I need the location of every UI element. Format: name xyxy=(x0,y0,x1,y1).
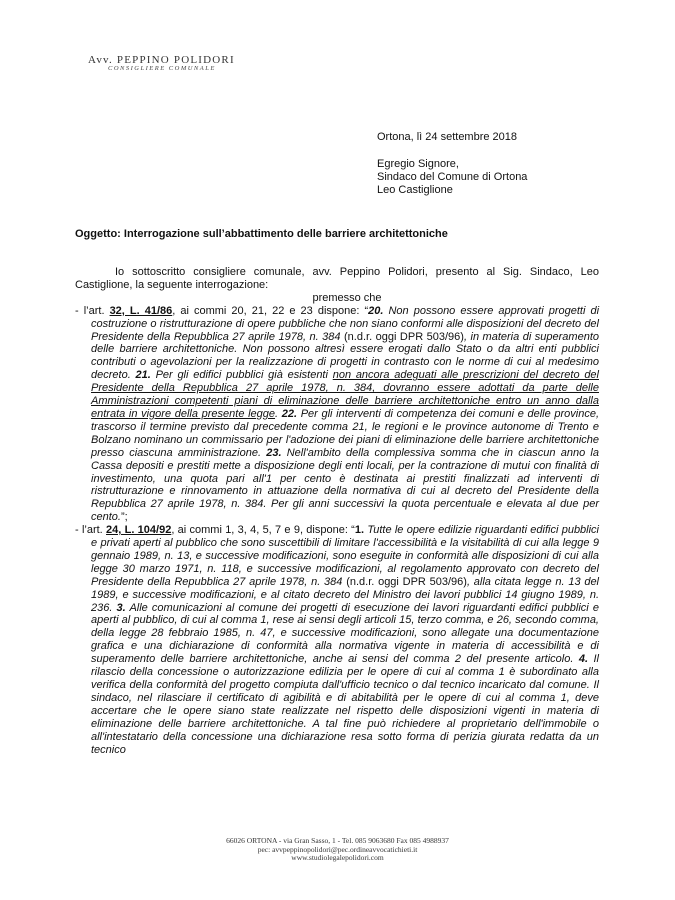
footer-pec: pec: avvpeppinopolidori@pec.ordineavvocatichieti.it xyxy=(257,844,418,854)
footer-address: 66026 ORTONA - via Gran Sasso, 1 - Tel. 085 9063680 Fax 085 4988937 xyxy=(226,836,449,845)
item2-lead: l’art. xyxy=(81,524,107,537)
letter-body xyxy=(75,266,599,756)
intro-paragraph: Io sottoscritto consigliere comunale, avv. Peppino Polidori, presento al Sig. Sindaco, Leo Castiglione, la seguente interrogazione: xyxy=(75,266,599,291)
comma-20-text-a: Non possono essere approvati progetti di costruzione o ristrutturazione di opere pubbliche che non siano conformi alle disposizioni del decreto del Presidente della Repubblica 27 aprile 1978, n. 384 xyxy=(91,304,600,343)
comma-23-text: Nell'ambito della complessiva somma che in ciascun anno la Cassa depositi e prestiti mette a disposizione degli enti locali, per la contrazione di mutui con finalità di investimento, una quota pari all'1 per cento è destinata ai prestiti finalizzati ad interventi di ristrutturazione e rinnovamento in attuazione della normativa di cui al decreto del Presidente della Repubblica 27 aprile 1978, n. 384. Per gli anni successivi la quota percentuale e elevata al due per cento. xyxy=(91,446,599,524)
comma-21-text-b: . xyxy=(275,407,282,420)
comma-1-number: 1. xyxy=(354,524,365,537)
recipient-block xyxy=(377,158,527,197)
comma-20-text-b: , in materia di superamento delle barriere architettoniche. Non possono altresì essere erogati dallo Stato o da altri enti pubblici contributi o agevolazioni per la realizzazione di progetti in contrasto con le norme di cui al medesimo decreto. xyxy=(91,330,599,382)
item1-end: ”; xyxy=(120,511,128,524)
premesso-heading: premesso che xyxy=(312,291,382,304)
article-24-paragraph xyxy=(75,524,599,756)
ndr-note-2: (n.d.r. oggi DPR 503/96) xyxy=(346,575,467,588)
footer xyxy=(0,837,675,863)
item1-commi: , ai commi 20, 21, 22 e 23 dispone: “ xyxy=(172,304,369,317)
item2-commi: , ai commi 1, 3, 4, 5, 7 e 9, dispone: “ xyxy=(171,524,355,537)
letterhead-role: CONSIGLIERE COMUNALE xyxy=(108,65,216,72)
comma-3-number: 3. xyxy=(116,601,126,614)
comma-4-number: 4. xyxy=(578,653,589,666)
subject-line xyxy=(75,228,448,241)
comma-21-underlined: non ancora adeguati alle prescrizioni del decreto del Presidente della Repubblica 27 aprile 1978, n. 384, dovranno essere adottati da parte delle Amministrazioni competenti piani di eliminazione delle barriere architettoniche entro un anno dalla entrata in vigore della presente legge xyxy=(91,369,599,420)
item1-dash: - xyxy=(75,304,84,317)
recipient-salutation: Egregio Signore, xyxy=(377,158,459,170)
date-line: Ortona, lì 24 settembre 2018 xyxy=(377,131,518,143)
footer-website: www.studiolegalepolidori.com xyxy=(291,853,384,862)
comma-21-number: 21. xyxy=(135,369,151,382)
letterhead-name: Avv. PEPPINO POLIDORI xyxy=(88,54,235,66)
item2-dash: - xyxy=(75,524,82,537)
comma-1-text-b: , alla citata legge n. 13 del 1989, e successive modificazioni, e al citato decreto del Ministro dei lavori pubblici 14 giugno 1989, n. 236. xyxy=(91,575,599,614)
item1-lead: l’art. xyxy=(83,304,110,317)
comma-4-text: Il rilascio della concessione o autorizzazione edilizia per le opere di cui al comma 1 è subordinato alla verifica della conformità del progetto compiuta dall'ufficio tecnico o dal tecnico incaricato dal comune. Il sindaco, nel rilasciare il certificato di agibilità e di abitabilità per le opere di cui al comma 1, deve accertare che le opere siano state realizzate nel rispetto delle disposizioni vigenti in materia di eliminazione delle barriere architettoniche. A tal fine può richiedere al proprietario dell'immobile o all'intestatario della concessione una dichiarazione resa sotto forma di perizia giurata redatta da un tecnico xyxy=(91,653,599,756)
subject-text: Interrogazione sull’abbattimento delle barriere architettoniche xyxy=(123,228,448,240)
article-32-paragraph xyxy=(75,305,599,524)
recipient-title: Sindaco del Comune di Ortona xyxy=(377,171,528,183)
recipient-name: Leo Castiglione xyxy=(377,184,453,196)
comma-22-text: Per gli interventi di competenza dei comuni e delle province, trascorso il termine previsto dal precedente comma 21, le regioni e le province autonome di Trento e Bolzano nominano un commissario per l'adozione dei piani di eliminazione delle barriere architettoniche presso ciascuna amministrazione. xyxy=(91,407,599,459)
comma-1-text-a: Tutte le opere edilizie riguardanti edifici pubblici e privati aperti al pubblico che sono suscettibili di limitare l'accessibilità e la visitabilità di cui alla legge 9 gennaio 1989, n. 13, e successive modificazioni, sono eseguite in conformità alle disposizioni di cui alla legge 30 marzo 1971, n. 118, e successive modificazioni, al regolamento approvato con decreto del Presidente della Repubblica 27 aprile 1978, n. 384 xyxy=(91,524,600,588)
comma-20-number: 20. xyxy=(368,304,384,317)
comma-23-number: 23. xyxy=(266,446,282,459)
item1-article-ref: 32, L. 41/86 xyxy=(109,304,173,317)
ndr-note-1: (n.d.r. oggi DPR 503/96) xyxy=(344,330,464,343)
comma-21-text-a: Per gli edifici pubblici già esistenti xyxy=(150,369,333,382)
comma-22-number: 22. xyxy=(281,407,298,420)
comma-3-text: Alle comunicazioni al comune dei progetti di esecuzione dei lavori riguardanti edifici pubblici e aperti al pubblico, di cui al comma 1, rese ai sensi degli articoli 15, terzo comma, e 26, secondo comma, della legge 28 febbraio 1985, n. 47, e successive modificazioni, sono allegate una documentazione grafica e una dichiarazione di conformità alla normativa vigente in materia di accessibilità e di superamento delle barriere architettoniche, anche ai sensi del comma 2 del presente articolo. xyxy=(91,601,599,666)
subject-label: Oggetto: xyxy=(75,228,121,240)
item2-article-ref: 24, L. 104/92 xyxy=(106,524,172,537)
